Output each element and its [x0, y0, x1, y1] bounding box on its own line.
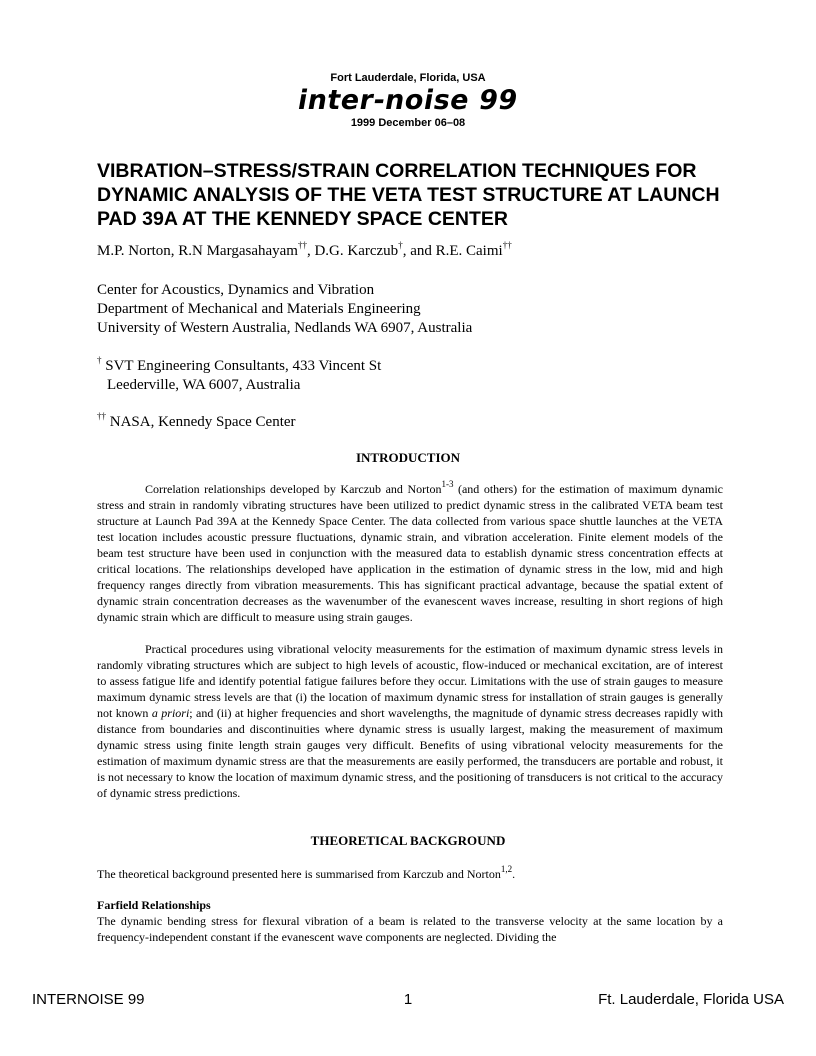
- paragraph-text: The theoretical background presented here is summarised from Karczub and Norton: [97, 867, 501, 881]
- paragraph-text: (and others) for the estimation of maximum dynamic stress and strain in randomly vibrating structures have been utilized to predict dynamic stress in the calibrated VETA beam test structure at Launch Pad 39A at the Kennedy Space Center. The data collected from various space shuttle launches at the VETA test location includes acoustic pressure fluctuations, dynamic strain, and vibration acceleration. Finite element models of the beam test structure have been used in conjunction with the measured data to establish dynamic stress concentration effects at critical locations. The relationships developed have application in the estimation of dynamic stress in the low, mid and high frequency ranges directly from vibration measurements. This has significant practical advantage, because the spatial extent of dynamic strain concentration decreases as the wavenumber of the evanescent waves increase, resulting in short regions of high dynamic strain which are difficult to measure using strain gauges.: [97, 482, 723, 624]
- affiliation-mark: †: [97, 355, 102, 365]
- author-list: [97, 242, 723, 261]
- affiliation-mark: ††: [97, 411, 106, 421]
- affiliation-line: SVT Engineering Consultants, 433 Vincent St: [101, 358, 382, 374]
- affiliation-line: Leederville, WA 6007, Australia: [107, 377, 301, 393]
- affiliation-mark: †: [398, 240, 403, 250]
- paragraph-text: Correlation relationships developed by Karczub and Norton: [145, 482, 442, 496]
- paragraph-text: Practical procedures using vibrational velocity measurements for the estimation of maximum dynamic stress levels in randomly vibrating structures which are subject to high levels of acoustic, flow-induced or mechanical excitation, are of interest to assess fatigue life and identify potential fatigue failures before they occur. Limitations with the use of strain gauges to measure maximum dynamic stress levels are that (i) the location of maximum dynamic stress for installation of strain gauges is generally not known: [97, 642, 723, 720]
- affiliation-mark: ††: [502, 240, 512, 250]
- affiliation-line: University of Western Australia, Nedlands WA 6907, Australia: [97, 320, 473, 336]
- reference-mark: 1-3: [441, 479, 454, 489]
- page-footer: [0, 990, 816, 1010]
- svt-affiliation: [97, 357, 723, 395]
- affiliation-mark: ††: [297, 240, 307, 250]
- nasa-affiliation: [97, 413, 723, 432]
- author-names-3: , and R.E. Caimi: [402, 243, 503, 259]
- footer-location: Ft. Lauderdale, Florida USA: [598, 991, 784, 1008]
- author-names-1: M.P. Norton, R.N Margasahayam: [97, 243, 298, 259]
- theory-paragraph-2: The dynamic bending stress for flexural vibration of a beam is related to the transverse velocity at the same location by a frequency-independent constant if the evanescent wave components are neglected. Dividing the: [97, 914, 723, 944]
- introduction-paragraph-1: [97, 481, 723, 625]
- paper-title: VIBRATION–STRESS/STRAIN CORRELATION TECHNIQUES FOR DYNAMIC ANALYSIS OF THE VETA TEST STRUCTURE AT LAUNCH PAD 39A AT THE KENNEDY SPACE CENTER: [97, 160, 720, 230]
- reference-mark: 1,2: [500, 864, 513, 874]
- conference-location: Fort Lauderdale, Florida, USA: [330, 72, 486, 84]
- author-names-2: , D.G. Karczub: [306, 243, 399, 259]
- affiliation-line: Center for Acoustics, Dynamics and Vibration: [97, 282, 375, 298]
- affiliation-line: NASA, Kennedy Space Center: [106, 414, 296, 430]
- introduction-heading: INTRODUCTION: [355, 450, 460, 465]
- paragraph-text: ; and (ii) at higher frequencies and short wavelengths, the magnitude of dynamic stress decreases rapidly with distance from boundaries and discontinuities where dynamic stress is usually largest, making the measurement of maximum dynamic stress using finite length strain gauges very difficult. Benefits of using vibrational velocity measurements for the estimation of maximum dynamic stress are that the measurements are easily performed, the transducers are portable and robust, it is not necessary to know the location of maximum dynamic stress, and the positioning of transducers is not critical to the accuracy of dynamic stress predictions.: [97, 706, 723, 800]
- footer-conference: INTERNOISE 99: [32, 991, 145, 1008]
- primary-affiliation: [97, 281, 723, 338]
- introduction-paragraph-2: [97, 641, 723, 801]
- page-number: 1: [403, 991, 413, 1008]
- conference-header: [0, 72, 816, 130]
- emphasis-text: a priori: [151, 706, 190, 720]
- paragraph-text: .: [512, 867, 516, 881]
- conference-dates: 1999 December 06–08: [350, 117, 466, 129]
- theory-paragraph-1: [97, 866, 723, 882]
- internoise-logo: inter-noise 99: [295, 85, 521, 116]
- affiliation-line: Department of Mechanical and Materials Engineering: [97, 301, 421, 317]
- farfield-relationships-heading: Farfield Relationships: [97, 898, 211, 912]
- theoretical-background-heading: THEORETICAL BACKGROUND: [310, 833, 506, 848]
